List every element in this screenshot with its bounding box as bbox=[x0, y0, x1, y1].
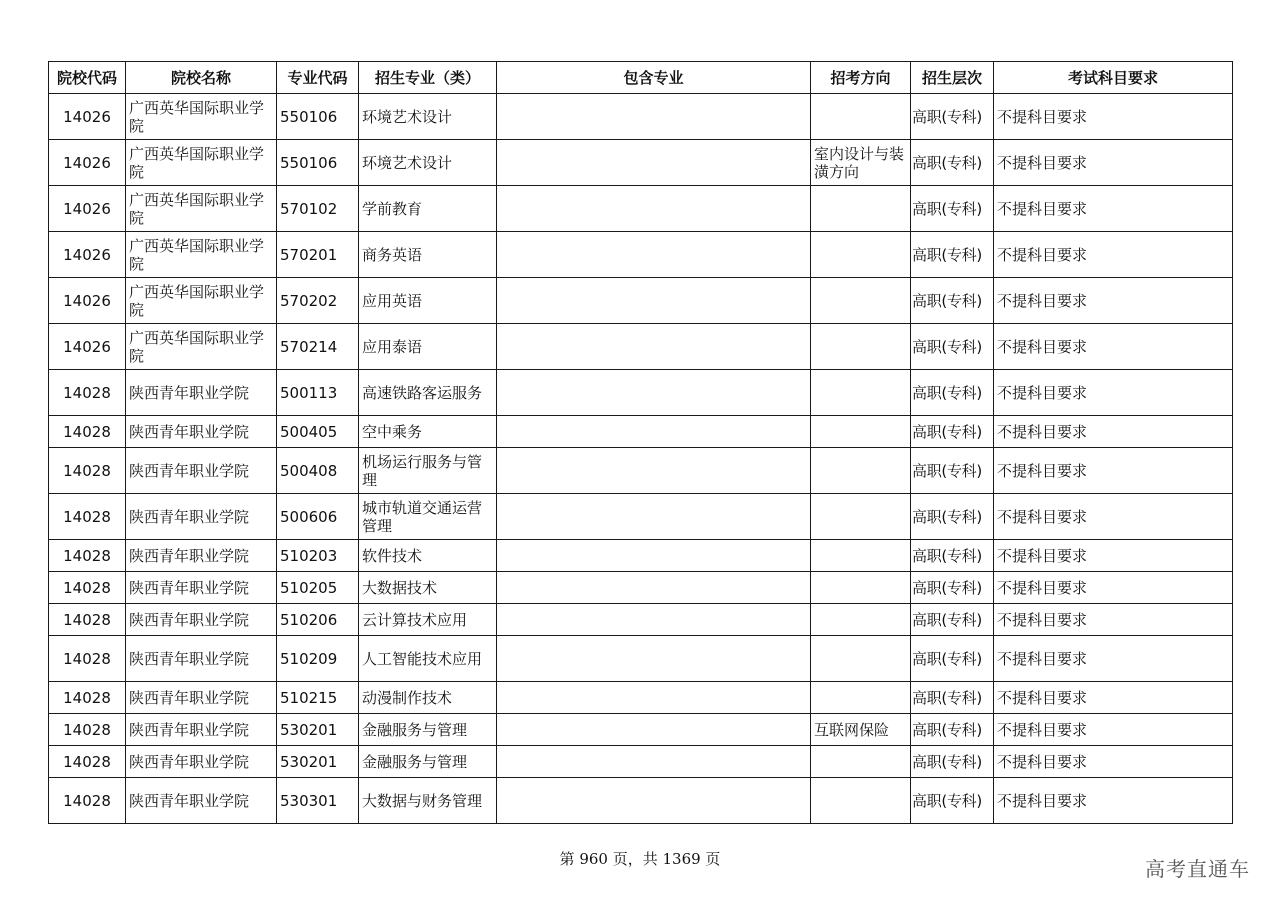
header-included-majors: 包含专业 bbox=[497, 62, 811, 94]
cell-level: 高职(专科) bbox=[911, 778, 994, 824]
cell-major-code: 530201 bbox=[277, 714, 359, 746]
cell-direction bbox=[811, 494, 911, 540]
cell-included-majors bbox=[497, 140, 811, 186]
admission-table bbox=[48, 61, 1233, 824]
cell-school-name: 陕西青年职业学院 bbox=[126, 370, 277, 416]
cell-major-code: 500408 bbox=[277, 448, 359, 494]
cell-school-code: 14026 bbox=[49, 324, 126, 370]
cell-included-majors bbox=[497, 604, 811, 636]
cell-level: 高职(专科) bbox=[911, 636, 994, 682]
cell-included-majors bbox=[497, 572, 811, 604]
table-row bbox=[49, 778, 1233, 824]
cell-major-code: 530201 bbox=[277, 746, 359, 778]
cell-requirement: 不提科目要求 bbox=[994, 636, 1233, 682]
cell-major: 大数据技术 bbox=[359, 572, 497, 604]
cell-major: 大数据与财务管理 bbox=[359, 778, 497, 824]
cell-school-code: 14028 bbox=[49, 778, 126, 824]
cell-major-code: 510205 bbox=[277, 572, 359, 604]
cell-school-name: 陕西青年职业学院 bbox=[126, 714, 277, 746]
cell-major: 应用泰语 bbox=[359, 324, 497, 370]
table-row bbox=[49, 636, 1233, 682]
cell-major: 金融服务与管理 bbox=[359, 746, 497, 778]
cell-school-code: 14028 bbox=[49, 682, 126, 714]
cell-major: 学前教育 bbox=[359, 186, 497, 232]
cell-major: 环境艺术设计 bbox=[359, 140, 497, 186]
cell-major: 人工智能技术应用 bbox=[359, 636, 497, 682]
cell-level: 高职(专科) bbox=[911, 416, 994, 448]
header-direction: 招考方向 bbox=[811, 62, 911, 94]
cell-school-name: 广西英华国际职业学院 bbox=[126, 186, 277, 232]
table-row bbox=[49, 186, 1233, 232]
cell-school-code: 14028 bbox=[49, 416, 126, 448]
table-body bbox=[49, 94, 1233, 824]
cell-school-name: 陕西青年职业学院 bbox=[126, 746, 277, 778]
cell-direction bbox=[811, 370, 911, 416]
cell-school-code: 14028 bbox=[49, 714, 126, 746]
cell-included-majors bbox=[497, 494, 811, 540]
cell-school-code: 14026 bbox=[49, 186, 126, 232]
cell-major-code: 510215 bbox=[277, 682, 359, 714]
cell-school-name: 广西英华国际职业学院 bbox=[126, 278, 277, 324]
header-major-code: 专业代码 bbox=[277, 62, 359, 94]
cell-included-majors bbox=[497, 416, 811, 448]
cell-level: 高职(专科) bbox=[911, 278, 994, 324]
cell-level: 高职(专科) bbox=[911, 746, 994, 778]
cell-level: 高职(专科) bbox=[911, 682, 994, 714]
cell-requirement: 不提科目要求 bbox=[994, 746, 1233, 778]
cell-requirement: 不提科目要求 bbox=[994, 448, 1233, 494]
table-row bbox=[49, 416, 1233, 448]
cell-major-code: 510203 bbox=[277, 540, 359, 572]
cell-included-majors bbox=[497, 778, 811, 824]
cell-requirement: 不提科目要求 bbox=[994, 540, 1233, 572]
cell-school-name: 陕西青年职业学院 bbox=[126, 494, 277, 540]
cell-included-majors bbox=[497, 714, 811, 746]
table-row bbox=[49, 448, 1233, 494]
cell-requirement: 不提科目要求 bbox=[994, 186, 1233, 232]
table-row bbox=[49, 370, 1233, 416]
cell-school-name: 广西英华国际职业学院 bbox=[126, 232, 277, 278]
cell-direction bbox=[811, 636, 911, 682]
cell-school-code: 14028 bbox=[49, 572, 126, 604]
cell-direction bbox=[811, 416, 911, 448]
cell-level: 高职(专科) bbox=[911, 324, 994, 370]
cell-school-code: 14028 bbox=[49, 540, 126, 572]
cell-major-code: 570201 bbox=[277, 232, 359, 278]
cell-major-code: 510206 bbox=[277, 604, 359, 636]
cell-requirement: 不提科目要求 bbox=[994, 494, 1233, 540]
cell-school-name: 陕西青年职业学院 bbox=[126, 604, 277, 636]
cell-school-name: 广西英华国际职业学院 bbox=[126, 324, 277, 370]
cell-school-name: 陕西青年职业学院 bbox=[126, 448, 277, 494]
cell-major: 空中乘务 bbox=[359, 416, 497, 448]
header-level: 招生层次 bbox=[911, 62, 994, 94]
cell-school-code: 14028 bbox=[49, 604, 126, 636]
table-row bbox=[49, 714, 1233, 746]
cell-included-majors bbox=[497, 682, 811, 714]
cell-requirement: 不提科目要求 bbox=[994, 324, 1233, 370]
cell-requirement: 不提科目要求 bbox=[994, 604, 1233, 636]
cell-school-code: 14026 bbox=[49, 94, 126, 140]
cell-major: 商务英语 bbox=[359, 232, 497, 278]
cell-direction bbox=[811, 604, 911, 636]
header-major: 招生专业（类） bbox=[359, 62, 497, 94]
cell-school-name: 陕西青年职业学院 bbox=[126, 778, 277, 824]
cell-level: 高职(专科) bbox=[911, 232, 994, 278]
cell-level: 高职(专科) bbox=[911, 370, 994, 416]
cell-direction bbox=[811, 540, 911, 572]
table-row bbox=[49, 232, 1233, 278]
cell-direction bbox=[811, 572, 911, 604]
watermark: 高考直通车 bbox=[1145, 857, 1250, 881]
cell-school-name: 广西英华国际职业学院 bbox=[126, 94, 277, 140]
cell-included-majors bbox=[497, 324, 811, 370]
page-number: 第 960 页，共 1369 页 bbox=[559, 850, 721, 868]
cell-direction: 室内设计与装潢方向 bbox=[811, 140, 911, 186]
cell-requirement: 不提科目要求 bbox=[994, 682, 1233, 714]
cell-requirement: 不提科目要求 bbox=[994, 278, 1233, 324]
cell-direction bbox=[811, 746, 911, 778]
cell-included-majors bbox=[497, 636, 811, 682]
cell-level: 高职(专科) bbox=[911, 540, 994, 572]
header-school-code: 院校代码 bbox=[49, 62, 126, 94]
cell-requirement: 不提科目要求 bbox=[994, 778, 1233, 824]
cell-school-name: 陕西青年职业学院 bbox=[126, 636, 277, 682]
cell-requirement: 不提科目要求 bbox=[994, 94, 1233, 140]
table-row bbox=[49, 572, 1233, 604]
cell-included-majors bbox=[497, 370, 811, 416]
table-row bbox=[49, 540, 1233, 572]
table-row bbox=[49, 604, 1233, 636]
cell-major: 金融服务与管理 bbox=[359, 714, 497, 746]
cell-school-name: 广西英华国际职业学院 bbox=[126, 140, 277, 186]
cell-school-code: 14026 bbox=[49, 140, 126, 186]
cell-school-name: 陕西青年职业学院 bbox=[126, 572, 277, 604]
header-school-name: 院校名称 bbox=[126, 62, 277, 94]
cell-level: 高职(专科) bbox=[911, 604, 994, 636]
cell-level: 高职(专科) bbox=[911, 448, 994, 494]
table-row bbox=[49, 494, 1233, 540]
cell-level: 高职(专科) bbox=[911, 186, 994, 232]
cell-included-majors bbox=[497, 278, 811, 324]
cell-included-majors bbox=[497, 186, 811, 232]
table-row bbox=[49, 94, 1233, 140]
admission-table-container bbox=[48, 61, 1232, 824]
cell-requirement: 不提科目要求 bbox=[994, 416, 1233, 448]
cell-level: 高职(专科) bbox=[911, 572, 994, 604]
cell-school-code: 14026 bbox=[49, 232, 126, 278]
cell-included-majors bbox=[497, 746, 811, 778]
cell-direction bbox=[811, 186, 911, 232]
cell-major-code: 550106 bbox=[277, 94, 359, 140]
cell-major: 动漫制作技术 bbox=[359, 682, 497, 714]
table-header-row bbox=[49, 62, 1233, 94]
table-row bbox=[49, 140, 1233, 186]
cell-major-code: 570102 bbox=[277, 186, 359, 232]
cell-direction bbox=[811, 232, 911, 278]
cell-major: 高速铁路客运服务 bbox=[359, 370, 497, 416]
cell-major: 城市轨道交通运营管理 bbox=[359, 494, 497, 540]
cell-included-majors bbox=[497, 232, 811, 278]
cell-direction bbox=[811, 778, 911, 824]
table-row bbox=[49, 324, 1233, 370]
table-row bbox=[49, 746, 1233, 778]
cell-direction bbox=[811, 94, 911, 140]
cell-school-code: 14028 bbox=[49, 448, 126, 494]
cell-school-name: 陕西青年职业学院 bbox=[126, 540, 277, 572]
cell-direction bbox=[811, 324, 911, 370]
cell-requirement: 不提科目要求 bbox=[994, 370, 1233, 416]
cell-school-code: 14028 bbox=[49, 636, 126, 682]
cell-direction bbox=[811, 278, 911, 324]
table-row bbox=[49, 682, 1233, 714]
cell-school-name: 陕西青年职业学院 bbox=[126, 416, 277, 448]
cell-level: 高职(专科) bbox=[911, 714, 994, 746]
cell-requirement: 不提科目要求 bbox=[994, 572, 1233, 604]
cell-major-code: 510209 bbox=[277, 636, 359, 682]
cell-school-code: 14028 bbox=[49, 370, 126, 416]
cell-major: 环境艺术设计 bbox=[359, 94, 497, 140]
header-requirement: 考试科目要求 bbox=[994, 62, 1233, 94]
cell-major-code: 550106 bbox=[277, 140, 359, 186]
cell-school-code: 14026 bbox=[49, 278, 126, 324]
cell-included-majors bbox=[497, 540, 811, 572]
cell-school-name: 陕西青年职业学院 bbox=[126, 682, 277, 714]
cell-major-code: 570214 bbox=[277, 324, 359, 370]
cell-major: 应用英语 bbox=[359, 278, 497, 324]
cell-major-code: 570202 bbox=[277, 278, 359, 324]
cell-major-code: 500606 bbox=[277, 494, 359, 540]
cell-included-majors bbox=[497, 448, 811, 494]
cell-level: 高职(专科) bbox=[911, 494, 994, 540]
cell-major: 机场运行服务与管理 bbox=[359, 448, 497, 494]
cell-major-code: 500405 bbox=[277, 416, 359, 448]
cell-direction: 互联网保险 bbox=[811, 714, 911, 746]
table-row bbox=[49, 278, 1233, 324]
cell-requirement: 不提科目要求 bbox=[994, 232, 1233, 278]
cell-major: 软件技术 bbox=[359, 540, 497, 572]
cell-major-code: 500113 bbox=[277, 370, 359, 416]
cell-major: 云计算技术应用 bbox=[359, 604, 497, 636]
cell-major-code: 530301 bbox=[277, 778, 359, 824]
cell-direction bbox=[811, 682, 911, 714]
cell-school-code: 14028 bbox=[49, 746, 126, 778]
cell-requirement: 不提科目要求 bbox=[994, 714, 1233, 746]
cell-level: 高职(专科) bbox=[911, 94, 994, 140]
cell-direction bbox=[811, 448, 911, 494]
cell-requirement: 不提科目要求 bbox=[994, 140, 1233, 186]
cell-school-code: 14028 bbox=[49, 494, 126, 540]
cell-level: 高职(专科) bbox=[911, 140, 994, 186]
cell-included-majors bbox=[497, 94, 811, 140]
